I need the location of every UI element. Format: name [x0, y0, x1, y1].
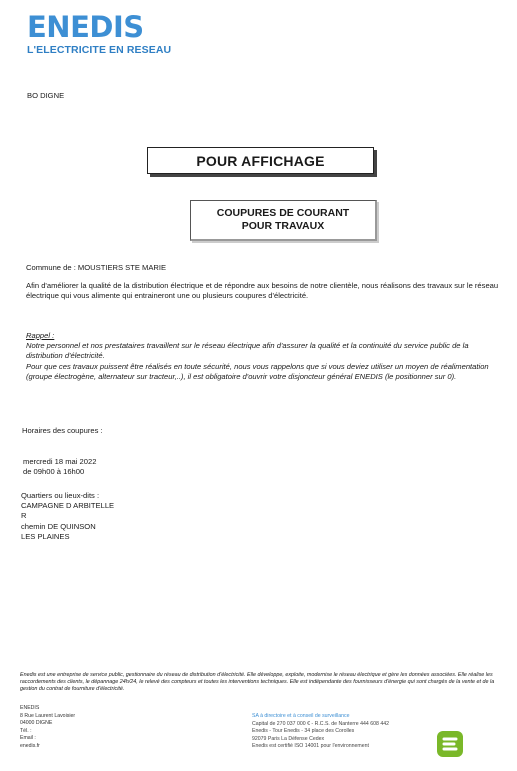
rappel-section: [26, 331, 504, 382]
legal-line: Enedis - Tour Enedis - 34 place des Corolles: [252, 728, 355, 735]
footer-address: [20, 705, 75, 751]
coupures-line2: POUR TRAVAUX: [241, 220, 325, 232]
legal-line: SA à directoire et à conseil de surveillance: [252, 713, 350, 719]
quartiers-section: [21, 491, 114, 542]
legal-line: Capital de 270 037 000 € - R.C.S. de Nanterre 444 608 442: [252, 720, 389, 727]
footer-description: Enedis est une entreprise de service public, gestionnaire du réseau de distribution d'électricité. Elle développe, exploite, modernise le réseau électrique et gère les données associées. Elle réalise les raccordements des clients, le dépannage 24h/24, le relevé des compteurs et toutes les interventions techniques. Elle est indépendante des fournisseurs d'énergie qui sont chargés de la vente et de la gestion du contrat de fourniture d'électricité.: [20, 672, 495, 693]
quartier-item: LES PLAINES: [21, 531, 70, 541]
website-link[interactable]: enedis.fr: [20, 742, 40, 749]
intro-paragraph: Afin d'améliorer la qualité de la distribution électrique et de répondre aux besoins de notre clientèle, nous réalisons des travaux sur le réseau électrique qui vous alimente qui entraineront une ou plusieurs coupures d'électricité.: [26, 281, 499, 301]
legal-line: Enedis est certifié ISO 14001 pour l'environnement: [252, 743, 369, 750]
legal-line: 92079 Paris La Défense Cedex: [252, 735, 325, 742]
quartiers-label: Quartiers ou lieux-dits :: [21, 491, 100, 500]
schedule-time: de 09h00 à 16h00: [23, 467, 85, 477]
footer-legal: [252, 713, 389, 751]
horaires-label: Horaires des coupures :: [22, 426, 103, 435]
address-line: 04000 DIGNE: [20, 720, 53, 727]
address-line: Tél. :: [20, 727, 32, 734]
enedis-small-logo-icon: [437, 731, 463, 757]
quartier-item: CAMPAGNE D ARBITELLE: [21, 501, 115, 511]
office-name: BO DIGNE: [27, 91, 65, 100]
logo-tagline: L'ELECTRICITE EN RESEAU: [27, 44, 172, 56]
schedule: [23, 457, 96, 477]
rappel-paragraph-1: Notre personnel et nos prestataires travaillent sur le réseau électrique afin d'assurer la qualité et la continuité du service public de la distribution d'électricité.: [26, 341, 469, 361]
coupures-line1: COUPURES DE COURANT: [216, 207, 350, 219]
address-line: 8 Rue Laurent Lavoisier: [20, 712, 76, 719]
affichage-title: POUR AFFICHAGE: [196, 152, 325, 169]
rappel-title: Rappel :: [26, 331, 55, 340]
schedule-date: mercredi 18 mai 2022: [23, 457, 97, 466]
affichage-box: [147, 147, 374, 174]
rappel-paragraph-2: Pour que ces travaux puissent être réalisés en toute sécurité, nous vous rappelons que si vous deviez utiliser un moyen de réalimentation (groupe électrogène, alternateur sur tracteur,..), il est obligatoire d'ouvrir votre disjoncteur général ENEDIS (le positionner sur 0).: [26, 361, 489, 381]
enedis-logo: ENEDIS: [27, 10, 144, 44]
address-line: Email :: [20, 735, 36, 742]
address-line: ENEDIS: [20, 705, 40, 711]
coupures-box: [190, 200, 377, 241]
quartier-item: R: [21, 511, 27, 521]
quartier-item: chemin DE QUINSON: [21, 521, 96, 531]
commune-line: Commune de : MOUSTIERS STE MARIE: [26, 263, 167, 272]
